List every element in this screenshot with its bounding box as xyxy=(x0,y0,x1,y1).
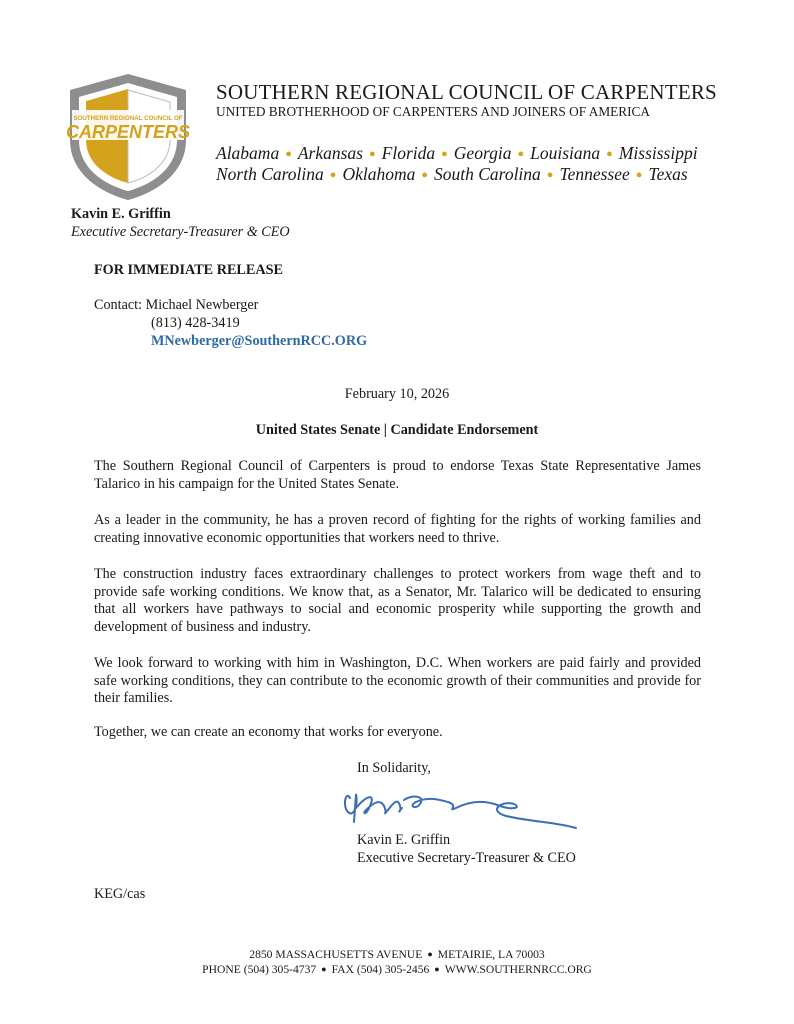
logo-text-main: CARPENTERS xyxy=(66,122,190,142)
bullet-icon: ● xyxy=(369,148,376,160)
bullet-icon: ● xyxy=(606,148,613,160)
bullet-icon: ● xyxy=(329,169,337,181)
body-paragraph: We look forward to working with him in Washington, D.C. When workers are paid fairly and provided safe working conditions, they can contribute to the economic growth of their communities and provide for their families. xyxy=(94,655,701,707)
bullet-icon: ● xyxy=(434,964,440,974)
release-date: February 10, 2026 xyxy=(344,386,450,402)
signer-name: Kavin E. Griffin xyxy=(357,832,451,848)
state-name: Arkansas xyxy=(297,143,363,163)
contact-phone: (813) 428-3419 xyxy=(151,315,240,331)
footer-contact xyxy=(0,963,794,976)
footer-address xyxy=(0,948,794,961)
contact-email-link[interactable]: MNewberger@SouthernRCC.ORG xyxy=(151,333,368,349)
bullet-icon: ● xyxy=(285,148,292,160)
state-name: Louisiana xyxy=(530,143,601,163)
bullet-icon: ● xyxy=(517,148,525,160)
closing: In Solidarity, xyxy=(357,760,431,776)
state-name: Tennessee xyxy=(559,164,630,184)
body-paragraph: Together, we can create an economy that works for everyone. xyxy=(94,724,443,740)
footer-website-link[interactable]: WWW.SOUTHERNRCC.ORG xyxy=(444,963,592,976)
contact-line: Contact: Michael Newberger xyxy=(94,297,259,313)
state-name: Georgia xyxy=(453,143,512,163)
carpenters-shield-logo xyxy=(66,70,190,202)
footer-fax: FAX (504) 305-2456 xyxy=(331,963,430,976)
handwritten-signature xyxy=(336,776,586,836)
footer-street: 2850 MASSACHUSETTS AVENUE xyxy=(249,948,423,961)
body-paragraph: The construction industry faces extraordinary challenges to protect workers from wage theft and to provide safe working conditions. We know that, as a Senator, Mr. Talarico will be dedicated to ensuring that all workers have pathways to social and economic prosperity while supporting the growth and development of business and industry. xyxy=(94,566,701,635)
exec-title: Executive Secretary-Treasurer & CEO xyxy=(71,224,290,240)
body-paragraph: As a leader in the community, he has a proven record of fighting for the rights of working families and creating innovative economic opportunities that workers need to thrive. xyxy=(94,512,701,546)
state-name: South Carolina xyxy=(434,164,541,184)
bullet-icon: ● xyxy=(421,169,428,181)
state-name: Oklahoma xyxy=(342,164,416,184)
org-subtitle: UNITED BROTHERHOOD OF CARPENTERS AND JOINERS OF AMERICA xyxy=(216,104,651,119)
signer-title: Executive Secretary-Treasurer & CEO xyxy=(357,850,576,866)
release-heading: FOR IMMEDIATE RELEASE xyxy=(94,262,283,278)
bullet-icon: ● xyxy=(546,169,554,181)
state-name: Alabama xyxy=(216,143,280,163)
state-name: North Carolina xyxy=(216,164,324,184)
footer-city: METAIRIE, LA 70003 xyxy=(437,948,545,961)
body-paragraph: The Southern Regional Council of Carpenters is proud to endorse Texas State Representative James Talarico in his campaign for the United States Senate. xyxy=(94,458,701,492)
bullet-icon: ● xyxy=(427,949,433,959)
state-name: Florida xyxy=(381,143,436,163)
bullet-icon: ● xyxy=(635,169,643,181)
reference-initials: KEG/cas xyxy=(94,886,146,902)
subject-line: United States Senate | Candidate Endorsement xyxy=(255,422,539,438)
org-name: SOUTHERN REGIONAL COUNCIL OF CARPENTERS xyxy=(216,80,717,104)
exec-name: Kavin E. Griffin xyxy=(71,206,171,222)
states-line-1 xyxy=(216,143,698,164)
state-name: Texas xyxy=(648,164,688,184)
logo-text-top: SOUTHERN REGIONAL COUNCIL OF xyxy=(73,115,183,122)
footer-phone: PHONE (504) 305-4737 xyxy=(202,963,317,976)
state-name: Mississippi xyxy=(618,143,698,163)
bullet-icon: ● xyxy=(441,148,448,160)
states-line-2 xyxy=(216,164,688,185)
bullet-icon: ● xyxy=(321,964,327,974)
